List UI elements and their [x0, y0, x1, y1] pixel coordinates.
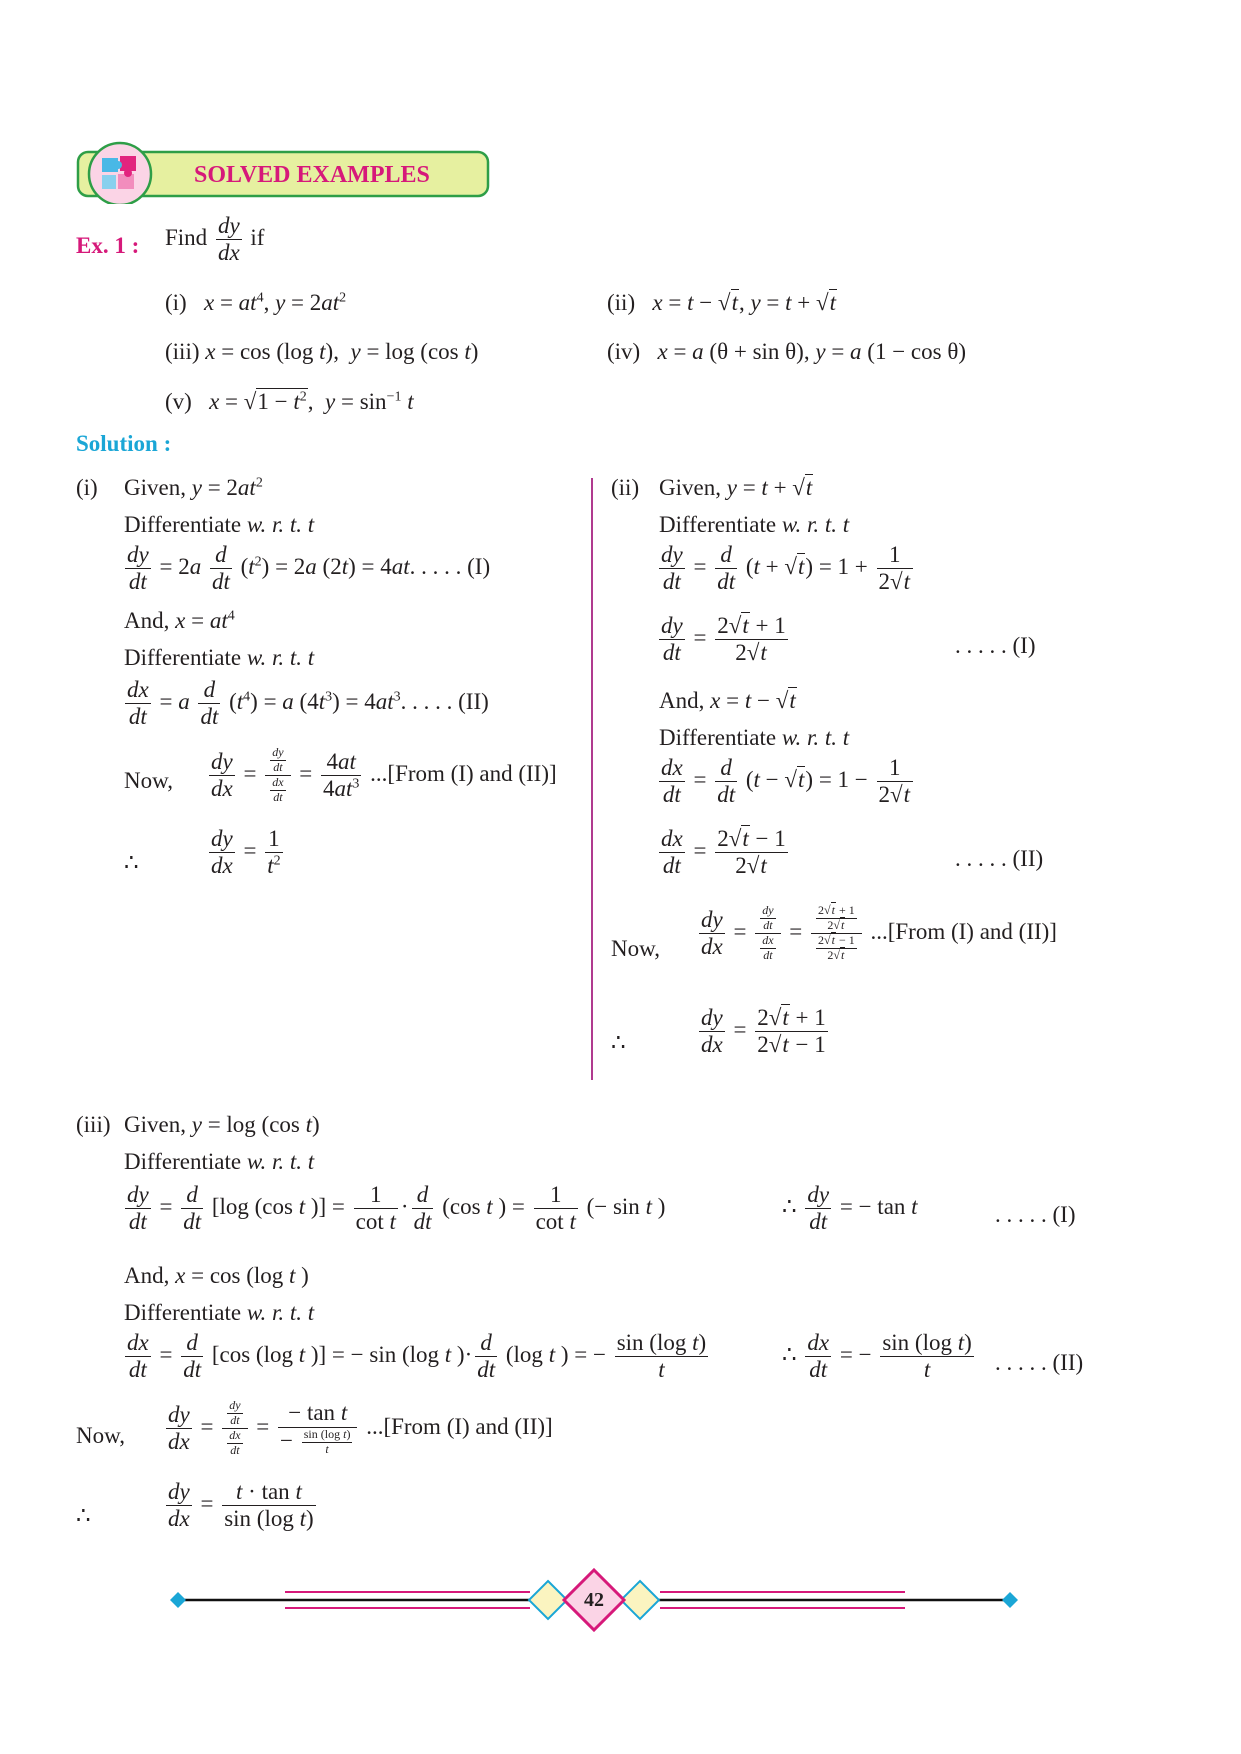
sol-iii-res-dxdt: ∴ $\frac{dx}{dt}$ = − $\frac{\text{sin (log t)}}{t}$: [782, 1330, 972, 1383]
sol-i-result: $\frac{dy}{dx}$ = $\frac{1}{t^2}$: [211, 826, 281, 879]
sol-i-eq-dydt: $\frac{dy}{dt}$ = 2a $\frac{d}{dt}$ $(t^2) = 2a$ (2t) = 4at. . . . . (I): [127, 542, 491, 595]
sol-iii-given: Given, y = log (cos t): [124, 1112, 320, 1137]
sol-ii-eq-label-1: . . . . . (I): [955, 633, 1036, 658]
solution-label: Solution :: [76, 431, 172, 456]
example-part-ii: (ii) x = t − √t, y = t + √t: [607, 290, 837, 315]
sol-ii-eq-dydt-2: $\frac{dy}{dt}$ = $\frac{2√t + 1}{2√t}$: [661, 613, 786, 666]
example-prompt: Find $\frac{dy}{dx}$ if: [165, 213, 265, 266]
sol-ii-eq-dydt: $\frac{dy}{dt}$ = $\frac{d}{dt}$ (t + √t) = 1 + $\frac{1}{2√t}$: [656, 542, 916, 596]
sol-i-diff-2: Differentiate w. r. t. t: [124, 645, 315, 670]
example-part-v: (v) $x = √1 - t^2$, $y = \sin^{-1} t$: [165, 389, 414, 414]
sol-iii-eq-label-1: . . . . . (I): [995, 1202, 1076, 1227]
sol-ii-and: And, x = t − √t: [659, 688, 796, 713]
page-number: 42: [584, 1589, 604, 1611]
example-part-iii: (iii) x = cos (log t), y = log (cos t): [165, 339, 479, 364]
sol-ii-eq-label-2: . . . . . (II): [955, 846, 1044, 871]
sol-i-diff-1: Differentiate w. r. t. t: [124, 512, 315, 537]
sol-ii-eq-dxdt-2: $\frac{dx}{dt}$ = $\frac{2√t - 1}{2√t}$: [661, 826, 786, 879]
example-part-iv: (iv) x = a (θ + sin θ), y = a (1 − cos θ): [607, 339, 967, 364]
sol-iii-result: $\frac{dy}{dx}$ = $\frac{\text{t · tan t}}{\text{sin (log t)}}$: [168, 1479, 314, 1532]
sol-ii-diff-1: Differentiate w. r. t. t: [659, 512, 850, 537]
sol-ii-eq-dxdt: $\frac{dx}{dt}$ = $\frac{d}{dt}$ (t − √t) = 1 − $\frac{1}{2√t}$: [656, 755, 916, 809]
sol-iii-eq-dxdt: $\frac{dx}{dt}$ = $\frac{d}{dt}$ [cos (log t )] = − sin (log t )· $\frac{d}{dt}$ (log t ) = − $\frac{\text{sin (log t)}}{t}$: [127, 1330, 707, 1383]
example-label: Ex. 1 :: [76, 233, 140, 258]
sol-iii-diff-2: Differentiate w. r. t. t: [124, 1300, 315, 1325]
sol-iii-eq-label-2: . . . . . (II): [995, 1350, 1084, 1375]
sol-i-given: Given, $y = 2at^2$: [124, 475, 263, 500]
sol-i-now: Now,: [124, 768, 173, 793]
sol-ii-label: (ii): [611, 475, 640, 500]
sol-iii-and: And, x = cos (log t ): [124, 1263, 309, 1288]
sol-i-label: (i): [76, 475, 98, 500]
sol-i-therefore: ∴: [124, 850, 139, 875]
example-part-i: (i) $x = at^4$, $y = 2at^2$: [165, 290, 347, 315]
sol-ii-diff-2: Differentiate w. r. t. t: [659, 725, 850, 750]
sol-i-eq-ratio: $\frac{dy}{dx}$ = $\frac{\frac{dy}{dt}}{\frac{dx}{dt}}$ = $\frac{4at}{4at^3}$ ...[From (I) and (II)]: [211, 745, 557, 805]
sol-ii-result: $\frac{dy}{dx}$ = $\frac{2√t + 1}{2√t - 1}$: [701, 1005, 826, 1058]
sol-iii-now: Now,: [76, 1423, 125, 1448]
sol-ii-eq-ratio: $\frac{dy}{dx}$ = $\frac{\frac{dy}{dt}}{\frac{dx}{dt}}$ = $\frac{\frac{2√t + 1}{2√t}}{\frac{2√t - 1}{2√t}}$ ...[From (I) and (II)]: [701, 903, 1057, 963]
sol-iii-eq-ratio: $\frac{dy}{dx}$ = $\frac{\frac{dy}{dt}}{\frac{dx}{dt}}$ = − tan t − $\frac{\text{sin (log t)}}{t}$ ...[From (I) and (II)]: [168, 1398, 553, 1458]
sol-ii-now: Now,: [611, 936, 660, 961]
sol-i-and: And, $x = at^4$: [124, 608, 235, 633]
sol-iii-res-dydt: ∴ $\frac{dy}{dt}$ = − tan t: [782, 1182, 918, 1235]
sol-i-eq-dxdt: $\frac{dx}{dt}$ = a $\frac{d}{dt}$ $(t^4) = a$ $(4t^3) = 4at^3$. . . . . (II): [127, 677, 489, 730]
column-divider: [591, 478, 593, 1080]
sol-iii-label: (iii): [76, 1112, 111, 1137]
sol-iii-therefore: ∴: [76, 1503, 91, 1528]
sol-iii-diff-1: Differentiate w. r. t. t: [124, 1149, 315, 1174]
sol-ii-therefore: ∴: [611, 1030, 626, 1055]
sol-ii-given: Given, y = t + √t: [659, 475, 813, 500]
sol-iii-eq-dydt: $\frac{dy}{dt}$ = $\frac{d}{dt}$ [log (cos t )] = $\frac{1}{\text{cot t}}$ · $\frac{d}{dt}$ (cos t ) = $\frac{1}{\text{cot t}}$ (− sin t ): [127, 1182, 666, 1235]
section-title: SOLVED EXAMPLES: [194, 162, 430, 188]
